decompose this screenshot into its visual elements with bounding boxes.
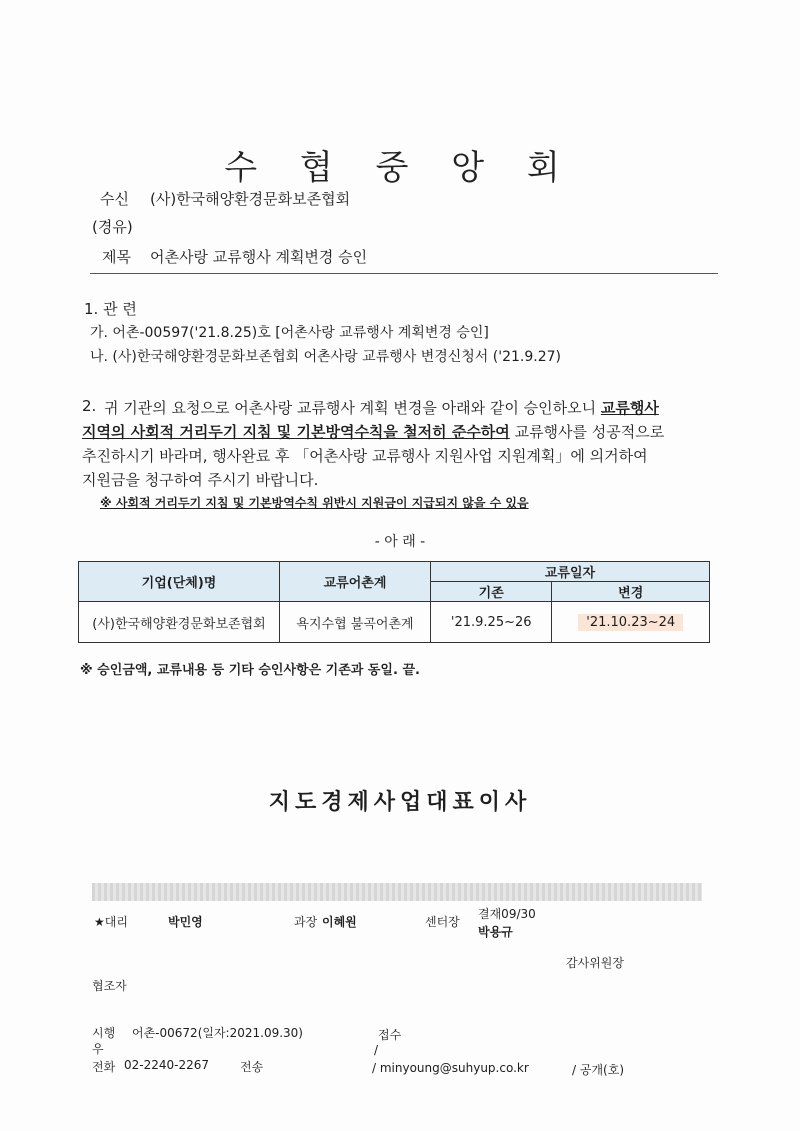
- drafter-name: 박민영: [168, 915, 203, 929]
- warning-note: ※ 사회적 거리두기 지침 및 기본방역수칙 위반시 지원금이 지급되지 않을 수 있음: [100, 496, 529, 510]
- fax-label: 전송: [240, 1060, 264, 1074]
- phone-label: 전화: [92, 1060, 116, 1074]
- recipient-value: (사)한국해양환경문화보존협회: [150, 190, 351, 208]
- auditor-label: 감사위원장: [566, 956, 624, 970]
- header-date: 교류일자: [431, 562, 710, 582]
- section2-line2-underlined: 지역의 사회적 거리두기 지침 및 기본방역수칙을 철저히 준수하여: [82, 423, 510, 441]
- email-link[interactable]: / minyoung@suhyup.co.kr: [372, 1061, 529, 1075]
- receipt-label: 접수: [378, 1028, 402, 1042]
- section2-line2-text: 교류행사를 성공적으로: [514, 423, 665, 441]
- header-before: 기존: [431, 582, 552, 602]
- approval-note: ※ 승인금액, 교류내용 등 기타 승인사항은 기존과 동일. 끝.: [80, 663, 420, 678]
- disclosure-label: / 공개(호): [572, 1063, 624, 1077]
- below-heading: - 아 래 -: [374, 534, 426, 550]
- decision-stamp: 결재09/30: [478, 907, 536, 921]
- approval-bar: [92, 883, 702, 901]
- organization-title: 수 협 중 앙 회: [224, 148, 576, 188]
- receipt-slash: /: [374, 1043, 379, 1057]
- section2-line1: [104, 397, 659, 418]
- table-row: [79, 602, 710, 643]
- cooperator-label: 협조자: [92, 979, 127, 993]
- ceo-signature: 지도경제사업대표이사: [268, 790, 532, 815]
- header-divider: [90, 273, 718, 274]
- section2-line1-underlined: 교류행사: [600, 399, 659, 417]
- section2-line4: 지원금을 청구하여 주시기 바랍니다.: [82, 471, 319, 489]
- subject-value: 어촌사랑 교류행사 계획변경 승인: [150, 248, 368, 266]
- section1-heading: 1. 관 련: [84, 300, 137, 318]
- recipient-label: 수신: [100, 190, 129, 208]
- section2-line2: [82, 421, 664, 442]
- header-after: 변경: [552, 582, 710, 602]
- reference-item-a: 가. 어촌-00597('21.8.25)호 [어촌사랑 교류행사 계획변경 승인]: [90, 325, 489, 341]
- header-village: 교류어촌계: [280, 562, 431, 602]
- section2-line3: 추진하시기 바라며, 행사완료 후 「어촌사랑 교류행사 지원사업 지원계획」에 의거하여: [82, 447, 648, 465]
- subject-label: 제목: [102, 248, 131, 266]
- cell-after: [552, 602, 710, 643]
- via-label: (경유): [92, 218, 133, 236]
- enforce-label: 시행: [92, 1026, 116, 1040]
- postal-label: 우: [92, 1042, 104, 1056]
- manager-label: 과장: [294, 915, 318, 929]
- manager-name: 이혜원: [322, 915, 357, 929]
- enforce-value: 어촌-00672(일자:2021.09.30): [132, 1026, 303, 1040]
- center-name: 박용규: [478, 925, 513, 939]
- drafter-label: ★대리: [94, 915, 128, 929]
- exchange-table: [78, 561, 710, 643]
- reference-item-b: 나. (사)한국해양환경문화보존협회 어촌사랑 교류행사 변경신청서 ('21.9.27): [90, 349, 561, 365]
- cell-before: '21.9.25~26: [431, 602, 552, 643]
- cell-after-value: '21.10.23~24: [578, 614, 683, 631]
- table-header-row: [79, 562, 710, 582]
- phone-value: 02-2240-2267: [124, 1058, 210, 1072]
- cell-company: (사)한국해양환경문화보존협회: [79, 602, 280, 643]
- section2-number: 2.: [82, 397, 97, 415]
- cell-village: 욕지수협 불곡어촌계: [280, 602, 431, 643]
- section2-line1-text: 귀 기관의 요청으로 어촌사랑 교류행사 계획 변경을 아래와 같이 승인하오니: [104, 399, 597, 417]
- center-label: 센터장: [425, 915, 460, 929]
- header-company: 기업(단체)명: [79, 562, 280, 602]
